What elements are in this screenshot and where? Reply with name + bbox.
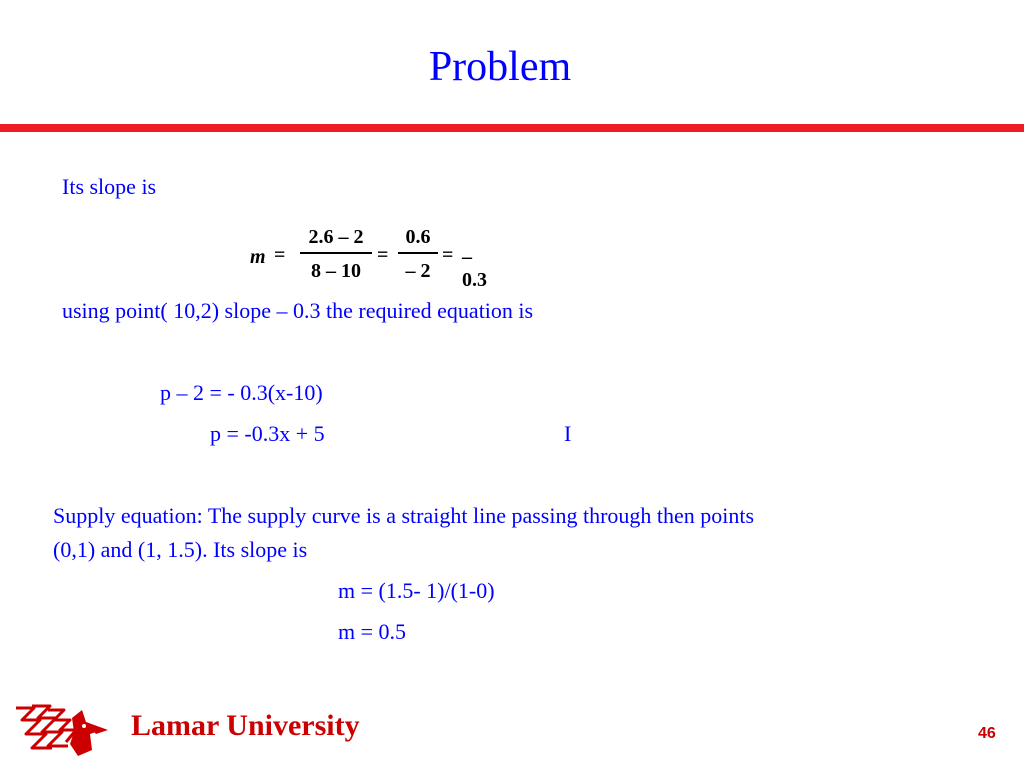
formula-m: m — [250, 246, 266, 268]
page-number: 46 — [978, 725, 996, 742]
supply-equation-2: m = 0.5 — [338, 619, 407, 644]
fraction-2-denominator: – 2 — [405, 260, 431, 282]
fraction-1-bar — [300, 252, 372, 254]
slope-intro-text: Its slope is — [62, 174, 157, 199]
fraction-1-numerator: 2.6 – 2 — [308, 226, 364, 248]
fraction-2-bar — [398, 252, 438, 254]
title-divider — [0, 124, 1024, 132]
fraction-1-denominator: 8 – 10 — [311, 260, 361, 282]
university-name: Lamar University — [131, 709, 360, 742]
supply-equation-1: m = (1.5- 1)/(1-0) — [338, 578, 495, 603]
fraction-2-numerator: 0.6 — [405, 226, 431, 248]
slide-title: Problem — [428, 44, 572, 90]
formula-result: –0.3 — [462, 246, 487, 291]
fraction-2 — [398, 224, 438, 284]
formula-equals-3: = — [442, 244, 454, 266]
text-cursor-mark: I — [564, 421, 572, 446]
equation-line-2: p = -0.3x + 5 — [210, 421, 325, 446]
equation-line-1: p – 2 = - 0.3(x-10) — [160, 380, 323, 405]
fraction-1 — [300, 224, 372, 284]
formula-equals-2: = — [377, 244, 389, 266]
cardinal-logo-icon — [12, 700, 112, 762]
formula-equals-1: = — [274, 244, 286, 266]
point-slope-text: using point( 10,2) slope – 0.3 the required equation is — [62, 298, 534, 323]
supply-text-line-2: (0,1) and (1, 1.5). Its slope is — [53, 537, 308, 562]
supply-text-line-1: Supply equation: The supply curve is a straight line passing through then points — [53, 503, 755, 528]
